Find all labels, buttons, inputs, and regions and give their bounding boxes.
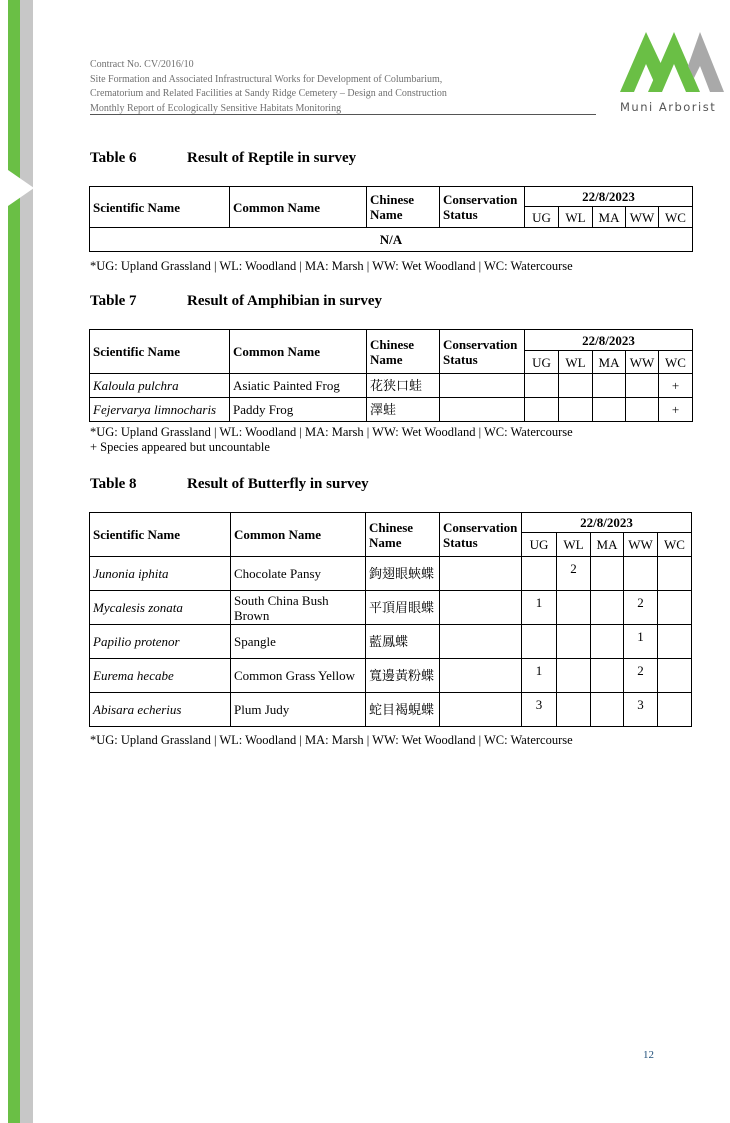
count-ug bbox=[522, 591, 557, 625]
col-ww: WW bbox=[624, 533, 658, 557]
conservation-status bbox=[440, 398, 525, 422]
count-ww bbox=[626, 374, 659, 398]
col-scientific-name: Scientific Name bbox=[90, 187, 230, 228]
col-conservation-status: Conservation Status bbox=[440, 187, 525, 228]
count-wc: + bbox=[659, 398, 693, 422]
col-ug: UG bbox=[525, 351, 559, 374]
page-notch bbox=[8, 170, 34, 206]
header-rule bbox=[90, 114, 596, 115]
scientific-name: Eurema hecabe bbox=[90, 659, 231, 693]
count-wc bbox=[658, 591, 692, 625]
header-line-1: Contract No. CV/2016/10 bbox=[90, 59, 194, 70]
count-ma bbox=[593, 374, 626, 398]
col-ug: UG bbox=[522, 533, 557, 557]
col-wc: WC bbox=[659, 207, 693, 228]
col-common-name: Common Name bbox=[231, 513, 366, 557]
chinese-name: 花狭口蛙 bbox=[367, 374, 440, 398]
table6-note: *UG: Upland Grassland | WL: Woodland | MA: Marsh | WW: Wet Woodland | WC: Watercourse bbox=[90, 259, 573, 273]
table7-caption bbox=[90, 293, 383, 310]
count-wl bbox=[557, 693, 591, 727]
count-wc bbox=[658, 659, 692, 693]
count-value: 3 bbox=[535, 697, 543, 712]
logo-text: Muni Arborist bbox=[620, 100, 717, 114]
col-common-name: Common Name bbox=[230, 187, 367, 228]
col-survey-date: 22/8/2023 bbox=[522, 513, 692, 533]
header-line-3: Crematorium and Related Facilities at Sandy Ridge Cemetery – Design and Construction bbox=[90, 88, 447, 99]
chinese-name: 藍鳳蝶 bbox=[366, 625, 440, 659]
count-ww bbox=[626, 398, 659, 422]
scientific-name: Junonia iphita bbox=[90, 557, 231, 591]
table-row bbox=[90, 374, 693, 398]
table-row bbox=[90, 557, 692, 591]
header-line-2: Site Formation and Associated Infrastructural Works for Development of Columbarium, bbox=[90, 73, 443, 85]
scientific-name: Abisara echerius bbox=[90, 693, 231, 727]
col-chinese-name: Chinese Name bbox=[367, 187, 440, 228]
count-value: 1 bbox=[637, 629, 644, 644]
count-wl bbox=[557, 659, 591, 693]
header-line-4: Monthly Report of Ecologically Sensitive Habitats Monitoring bbox=[90, 102, 342, 114]
chinese-name: 寬邊黃粉蝶 bbox=[366, 659, 440, 693]
col-scientific-name: Scientific Name bbox=[90, 330, 230, 374]
conservation-status bbox=[440, 591, 522, 625]
count-ug bbox=[522, 625, 557, 659]
col-wl: WL bbox=[559, 207, 593, 228]
count-ww bbox=[624, 591, 658, 625]
count-ww bbox=[624, 557, 658, 591]
count-wl bbox=[559, 398, 593, 422]
left-grey-bar bbox=[20, 0, 33, 1123]
conservation-status bbox=[440, 659, 522, 693]
col-wc: WC bbox=[658, 533, 692, 557]
col-ma: MA bbox=[593, 207, 626, 228]
conservation-status bbox=[440, 693, 522, 727]
table-row bbox=[90, 693, 692, 727]
count-ma bbox=[591, 591, 624, 625]
col-wc: WC bbox=[659, 351, 693, 374]
common-name: Plum Judy bbox=[231, 693, 366, 727]
count-wc bbox=[658, 557, 692, 591]
count-ug bbox=[522, 693, 557, 727]
conservation-status bbox=[440, 625, 522, 659]
table6-label: Table 6 bbox=[90, 150, 137, 166]
count-ma bbox=[591, 659, 624, 693]
common-name: Paddy Frog bbox=[230, 398, 367, 422]
table6-reptile bbox=[89, 186, 693, 252]
count-ug bbox=[525, 398, 559, 422]
table7-habitat-legend: *UG: Upland Grassland | WL: Woodland | MA: Marsh | WW: Wet Woodland | WC: Watercourse bbox=[90, 425, 573, 439]
count-ug bbox=[522, 557, 557, 591]
count-ma bbox=[591, 693, 624, 727]
table-row bbox=[90, 625, 692, 659]
chinese-name: 平頂眉眼蝶 bbox=[366, 591, 440, 625]
count-value: 1 bbox=[535, 663, 543, 678]
conservation-status bbox=[440, 557, 522, 591]
count-wc bbox=[658, 693, 692, 727]
col-conservation-status: Conservation Status bbox=[440, 330, 525, 374]
col-ug: UG bbox=[525, 207, 559, 228]
table6-title: Result of Reptile in survey bbox=[187, 150, 357, 166]
count-ma bbox=[591, 625, 624, 659]
common-name: South China Bush Brown bbox=[231, 591, 366, 625]
scientific-name: Papilio protenor bbox=[90, 625, 231, 659]
chinese-name: 蛇目褐蜆蝶 bbox=[366, 693, 440, 727]
count-wl bbox=[559, 374, 593, 398]
page-number: 12 bbox=[643, 1049, 654, 1061]
table8-caption bbox=[90, 476, 369, 493]
table-row bbox=[90, 398, 693, 422]
common-name: Chocolate Pansy bbox=[231, 557, 366, 591]
col-wl: WL bbox=[557, 533, 591, 557]
count-wc bbox=[658, 625, 692, 659]
col-scientific-name: Scientific Name bbox=[90, 513, 231, 557]
count-value: 1 bbox=[535, 595, 543, 610]
col-wl: WL bbox=[559, 351, 593, 374]
count-value: 2 bbox=[637, 663, 644, 678]
count-value: 3 bbox=[637, 697, 644, 712]
table7-plus-legend: + Species appeared but uncountable bbox=[90, 440, 270, 454]
col-survey-date: 22/8/2023 bbox=[525, 187, 693, 207]
count-ma bbox=[591, 557, 624, 591]
count-wl bbox=[557, 625, 591, 659]
count-value: 2 bbox=[637, 595, 644, 610]
table-row bbox=[90, 591, 692, 625]
scientific-name: Mycalesis zonata bbox=[90, 591, 231, 625]
count-ww bbox=[624, 659, 658, 693]
common-name: Common Grass Yellow bbox=[231, 659, 366, 693]
document-header bbox=[90, 58, 596, 116]
count-ug bbox=[522, 659, 557, 693]
count-wc: + bbox=[659, 374, 693, 398]
table7-note bbox=[90, 425, 573, 455]
col-ma: MA bbox=[593, 351, 626, 374]
table7-title: Result of Amphibian in survey bbox=[187, 293, 383, 309]
table6-empty-row: N/A bbox=[90, 228, 693, 252]
table7-label: Table 7 bbox=[90, 293, 137, 309]
count-ww bbox=[624, 693, 658, 727]
chinese-name: 澤蛙 bbox=[367, 398, 440, 422]
table8-note: *UG: Upland Grassland | WL: Woodland | MA: Marsh | WW: Wet Woodland | WC: Watercourse bbox=[90, 733, 573, 747]
left-green-bar bbox=[8, 0, 20, 1123]
scientific-name: Fejervarya limnocharis bbox=[90, 398, 230, 422]
table7-amphibian bbox=[89, 329, 693, 422]
col-conservation-status: Conservation Status bbox=[440, 513, 522, 557]
count-wl bbox=[557, 591, 591, 625]
col-common-name: Common Name bbox=[230, 330, 367, 374]
common-name: Spangle bbox=[231, 625, 366, 659]
count-ug bbox=[525, 374, 559, 398]
table8-label: Table 8 bbox=[90, 476, 137, 492]
table-row bbox=[90, 659, 692, 693]
count-ma bbox=[593, 398, 626, 422]
col-ww: WW bbox=[626, 207, 659, 228]
common-name: Asiatic Painted Frog bbox=[230, 374, 367, 398]
table8-butterfly bbox=[89, 512, 692, 727]
col-chinese-name: Chinese Name bbox=[366, 513, 440, 557]
count-ww bbox=[624, 625, 658, 659]
col-ma: MA bbox=[591, 533, 624, 557]
table6-caption bbox=[90, 150, 357, 167]
conservation-status bbox=[440, 374, 525, 398]
count-wl bbox=[557, 557, 591, 591]
col-chinese-name: Chinese Name bbox=[367, 330, 440, 374]
chinese-name: 鉤翅眼蛺蝶 bbox=[366, 557, 440, 591]
table8-title: Result of Butterfly in survey bbox=[187, 476, 369, 492]
scientific-name: Kaloula pulchra bbox=[90, 374, 230, 398]
col-survey-date: 22/8/2023 bbox=[525, 330, 693, 351]
col-ww: WW bbox=[626, 351, 659, 374]
count-value: 2 bbox=[570, 561, 577, 576]
